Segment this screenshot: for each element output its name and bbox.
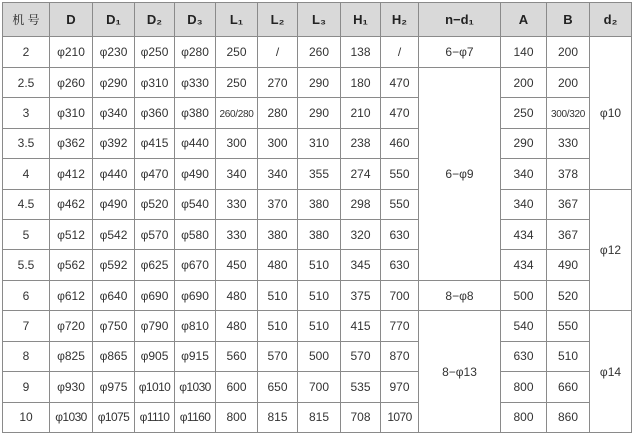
cell-D3: φ280 [175,37,216,67]
cell-B: 510 [547,341,590,371]
cell-D2: φ470 [135,159,175,189]
cell-H2: 460 [381,128,419,158]
header-d2: d₂ [590,3,632,37]
cell-A: 800 [501,402,547,432]
cell-L2: 340 [258,159,298,189]
cell-L3: 260 [298,37,341,67]
cell-B: 378 [547,159,590,189]
cell-D: φ1030 [50,402,93,432]
cell-D2: φ310 [135,67,175,97]
header-L1: L₁ [216,3,258,37]
cell-A: 140 [501,37,547,67]
cell-D1: φ975 [93,372,135,402]
cell-model: 7 [3,311,50,341]
cell-D: φ825 [50,341,93,371]
cell-model: 4.5 [3,189,50,219]
cell-L3: 290 [298,98,341,128]
cell-L3: 500 [298,341,341,371]
cell-H2: 1070 [381,402,419,432]
cell-D2: φ625 [135,250,175,280]
cell-D: φ412 [50,159,93,189]
cell-B: 330 [547,128,590,158]
cell-D1: φ440 [93,159,135,189]
cell-H1: 274 [341,159,381,189]
cell-B: 367 [547,220,590,250]
cell-L1: 340 [216,159,258,189]
cell-A: 434 [501,220,547,250]
cell-A: 340 [501,189,547,219]
cell-B [547,98,590,128]
cell-L3: 310 [298,128,341,158]
cell-D3: φ690 [175,280,216,310]
cell-H1: 375 [341,280,381,310]
cell-n-d1-group: 8−φ13 [419,311,501,433]
cell-D1: φ392 [93,128,135,158]
cell-D1: φ290 [93,67,135,97]
cell-B: 367 [547,189,590,219]
cell-D1: φ750 [93,311,135,341]
header-H1: H₁ [341,3,381,37]
cell-H2: 870 [381,341,419,371]
cell-L2: 650 [258,372,298,402]
cell-L2: 510 [258,311,298,341]
cell-D3: φ440 [175,128,216,158]
cell-D1: φ865 [93,341,135,371]
cell-L1 [216,98,258,128]
cell-D: φ362 [50,128,93,158]
header-D: D [50,3,93,37]
cell-L3: 290 [298,67,341,97]
cell-H2: 470 [381,98,419,128]
cell-H2: 630 [381,220,419,250]
cell-L3: 815 [298,402,341,432]
cell-n-d1-group: 6−φ7 [419,37,501,67]
cell-D1: φ340 [93,98,135,128]
cell-D2: φ360 [135,98,175,128]
cell-L3: 510 [298,250,341,280]
cell-L1: 600 [216,372,258,402]
cell-D1: φ640 [93,280,135,310]
cell-L2: 380 [258,220,298,250]
cell-D2: φ690 [135,280,175,310]
cell-D2: φ1010 [135,372,175,402]
cell-D3: φ490 [175,159,216,189]
cell-L1: 800 [216,402,258,432]
cell-model: 5.5 [3,250,50,280]
cell-H1: 238 [341,128,381,158]
cell-D: φ612 [50,280,93,310]
cell-H1: 570 [341,341,381,371]
spec-table [2,2,632,433]
cell-H1: 415 [341,311,381,341]
cell-H1: 138 [341,37,381,67]
cell-H1: 345 [341,250,381,280]
cell-B: 200 [547,37,590,67]
cell-H1: 708 [341,402,381,432]
cell-D: φ310 [50,98,93,128]
cell-model: 3 [3,98,50,128]
cell-model: 10 [3,402,50,432]
cell-A: 200 [501,67,547,97]
header-B: B [547,3,590,37]
cell-D1: φ490 [93,189,135,219]
cell-L1: 480 [216,311,258,341]
cell-H1: 298 [341,189,381,219]
cell-L3: 355 [298,159,341,189]
cell-H2: 970 [381,372,419,402]
cell-L2: 370 [258,189,298,219]
cell-D: φ720 [50,311,93,341]
cell-D3: φ380 [175,98,216,128]
cell-H2: 470 [381,67,419,97]
table-row [3,37,632,67]
table-row [3,341,632,371]
cell-D1: φ542 [93,220,135,250]
cell-A: 630 [501,341,547,371]
cell-L2: 300 [258,128,298,158]
cell-L3: 380 [298,189,341,219]
cell-L1: 250 [216,67,258,97]
cell-L3: 380 [298,220,341,250]
cell-D1: φ592 [93,250,135,280]
cell-d2-group: φ12 [590,189,632,311]
header-D2: D₂ [135,3,175,37]
cell-model: 2.5 [3,67,50,97]
table-row [3,250,632,280]
cell-D: φ512 [50,220,93,250]
cell-D3: φ540 [175,189,216,219]
table-row [3,159,632,189]
cell-L1: 250 [216,37,258,67]
cell-L1: 330 [216,220,258,250]
cell-B-text: 300/320 [550,109,586,121]
cell-L3: 510 [298,311,341,341]
cell-D: φ930 [50,372,93,402]
cell-B: 860 [547,402,590,432]
cell-L1-text: 260/280 [219,109,254,121]
cell-B: 660 [547,372,590,402]
cell-d2-group: φ14 [590,311,632,433]
cell-D2: φ520 [135,189,175,219]
cell-L1: 560 [216,341,258,371]
cell-L2: 570 [258,341,298,371]
cell-H1: 180 [341,67,381,97]
cell-D2: φ790 [135,311,175,341]
cell-A: 540 [501,311,547,341]
cell-model: 9 [3,372,50,402]
cell-A: 800 [501,372,547,402]
cell-B: 520 [547,280,590,310]
cell-model: 2 [3,37,50,67]
cell-D2: φ1110 [135,402,175,432]
cell-d2-group: φ10 [590,37,632,189]
cell-H2: / [381,37,419,67]
cell-L1: 450 [216,250,258,280]
header-row [3,3,632,37]
header-L3: L₃ [298,3,341,37]
cell-D3: φ810 [175,311,216,341]
cell-A: 290 [501,128,547,158]
cell-L3: 700 [298,372,341,402]
cell-A: 434 [501,250,547,280]
cell-model: 3.5 [3,128,50,158]
cell-L2: 510 [258,280,298,310]
table-row [3,280,632,310]
header-n-d1: n−d₁ [419,3,501,37]
cell-L1: 300 [216,128,258,158]
cell-D3: φ1160 [175,402,216,432]
table-row [3,372,632,402]
header-H2: H₂ [381,3,419,37]
cell-B: 200 [547,67,590,97]
cell-L1: 480 [216,280,258,310]
cell-A: 250 [501,98,547,128]
cell-D: φ462 [50,189,93,219]
cell-H2: 770 [381,311,419,341]
header-D3: D₃ [175,3,216,37]
cell-H1: 320 [341,220,381,250]
cell-B: 490 [547,250,590,280]
cell-D2: φ905 [135,341,175,371]
cell-L2: 480 [258,250,298,280]
cell-B: 550 [547,311,590,341]
cell-H2: 550 [381,159,419,189]
cell-H2: 550 [381,189,419,219]
table-row [3,189,632,219]
cell-L2: / [258,37,298,67]
cell-D2: φ415 [135,128,175,158]
cell-model: 4 [3,159,50,189]
cell-D3: φ670 [175,250,216,280]
cell-D3: φ915 [175,341,216,371]
cell-H1: 535 [341,372,381,402]
cell-n-d1-group: 8−φ8 [419,280,501,310]
cell-D: φ562 [50,250,93,280]
table-row [3,67,632,97]
table-row [3,98,632,128]
header-model: 机 号 [3,3,50,37]
cell-model: 5 [3,220,50,250]
cell-n-d1-group: 6−φ9 [419,67,501,280]
cell-L3: 510 [298,280,341,310]
cell-model: 6 [3,280,50,310]
cell-A: 340 [501,159,547,189]
cell-D: φ260 [50,67,93,97]
cell-L2: 815 [258,402,298,432]
cell-D3: φ330 [175,67,216,97]
cell-H1: 210 [341,98,381,128]
cell-D1: φ230 [93,37,135,67]
cell-H2: 700 [381,280,419,310]
header-L2: L₂ [258,3,298,37]
cell-D2: φ250 [135,37,175,67]
table-row [3,402,632,432]
cell-L1: 330 [216,189,258,219]
cell-H2: 630 [381,250,419,280]
cell-model: 8 [3,341,50,371]
cell-A: 500 [501,280,547,310]
cell-L2: 270 [258,67,298,97]
cell-D1: φ1075 [93,402,135,432]
header-A: A [501,3,547,37]
cell-L2: 280 [258,98,298,128]
table-row [3,220,632,250]
cell-D3: φ580 [175,220,216,250]
cell-D2: φ570 [135,220,175,250]
cell-D3: φ1030 [175,372,216,402]
header-D1: D₁ [93,3,135,37]
cell-D: φ210 [50,37,93,67]
table-row [3,128,632,158]
table-row [3,311,632,341]
